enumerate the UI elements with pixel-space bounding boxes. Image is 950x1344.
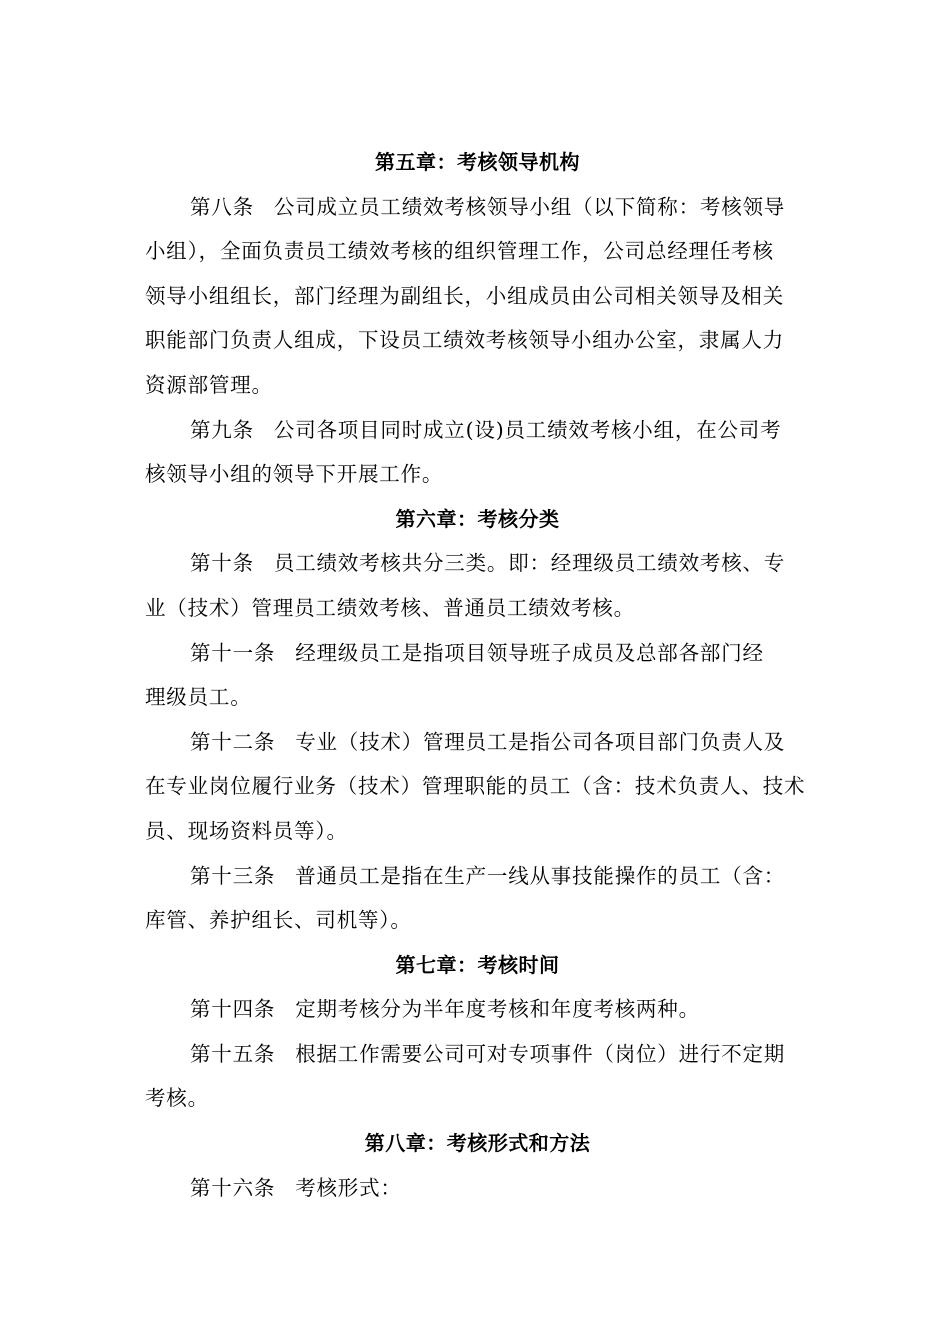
article-text-line: 考核形式： [295, 1175, 402, 1200]
article-text-line: 定期考核分为半年度考核和年度考核两种。 [295, 997, 700, 1022]
article-label: 第九条 [190, 417, 254, 442]
article-text-line: 核领导小组的领导下开展工作。 [145, 462, 444, 487]
article-text-line: 职能部门负责人组成，下设员工绩效考核领导小组办公室，隶属人力 [145, 328, 784, 353]
article-12 [145, 720, 810, 854]
chapter-heading: 第五章：考核领导机构 [375, 150, 580, 174]
article-label: 第十三条 [190, 863, 276, 888]
article-label: 第十六条 [190, 1175, 276, 1200]
article-8 [145, 185, 810, 408]
article-14 [145, 987, 810, 1032]
article-text-line: 考核。 [145, 1086, 209, 1111]
article-text-line: 经理级员工是指项目领导班子成员及总部各部门经 [295, 640, 764, 665]
article-text-line: 理级员工。 [145, 685, 252, 710]
article-10 [145, 541, 810, 630]
article-text-line: 公司各项目同时成立(设)员工绩效考核小组，在公司考 [273, 417, 782, 442]
chapter-heading: 第八章：考核形式和方法 [364, 1131, 591, 1156]
article-label: 第十四条 [190, 997, 276, 1022]
article-text-line: 小组），全面负责员工绩效考核的组织管理工作，公司总经理任考核 [145, 239, 774, 264]
article-13 [145, 854, 810, 943]
article-text-line: 公司成立员工绩效考核领导小组（以下简称：考核领导 [273, 194, 786, 219]
article-text-line: 资源部管理。 [145, 372, 273, 397]
article-label: 第十条 [190, 551, 254, 576]
chapter-heading: 第六章：考核分类 [395, 506, 560, 531]
article-text-line: 领导小组组长，部门经理为副组长，小组成员由公司相关领导及相关 [145, 283, 784, 308]
chapter-heading: 第七章：考核时间 [395, 952, 560, 977]
article-text-line: 在专业岗位履行业务（技术）管理职能的员工（含：技术负责人、技术 [145, 774, 806, 799]
article-label: 第十二条 [190, 729, 276, 754]
article-text-line: 员、现场资料员等）。 [145, 818, 348, 843]
article-label: 第十一条 [190, 640, 276, 665]
article-11 [145, 631, 810, 720]
article-9 [145, 408, 810, 497]
article-text-line: 员工绩效考核共分三类。即：经理级员工绩效考核、专 [273, 551, 786, 576]
article-label: 第八条 [190, 194, 254, 219]
article-text-line: 专业（技术）管理员工是指公司各项目部门负责人及 [295, 729, 786, 754]
article-16 [145, 1166, 810, 1211]
article-label: 第十五条 [190, 1041, 276, 1066]
article-text-line: 根据工作需要公司可对专项事件（岗位）进行不定期 [295, 1041, 786, 1066]
document-page [145, 140, 810, 1210]
article-text-line: 业（技术）管理员工绩效考核、普通员工绩效考核。 [145, 595, 635, 620]
article-15 [145, 1032, 810, 1121]
article-text-line: 库管、养护组长、司机等）。 [145, 908, 412, 933]
article-text-line: 普通员工是指在生产一线从事技能操作的员工（含： [295, 863, 786, 888]
